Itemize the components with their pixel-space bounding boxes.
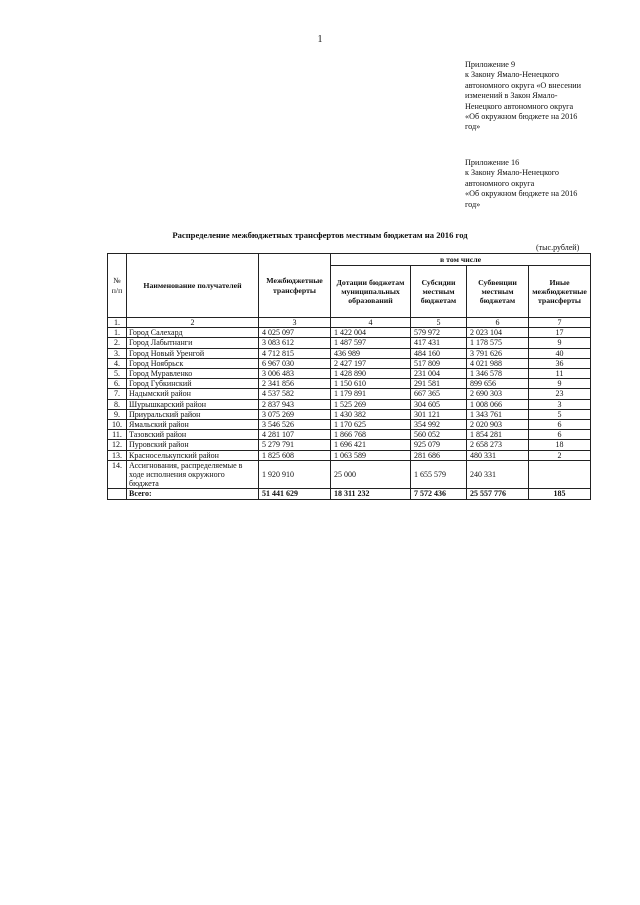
header-name: Наименование получателей <box>127 254 259 318</box>
table-cell: 1 150 610 <box>331 379 411 389</box>
page-number: 1 <box>317 34 323 45</box>
table-cell <box>529 460 591 489</box>
table-row <box>108 338 591 348</box>
table-cell: 1 696 421 <box>331 440 411 450</box>
table-cell: 12. <box>108 440 127 450</box>
table-cell: 301 121 <box>411 409 467 419</box>
table-cell: Тазовский район <box>127 430 259 440</box>
header-subvencii: Субвенции местным бюджетам <box>467 266 529 318</box>
table-cell: 231 004 <box>411 369 467 379</box>
table-cell: 17 <box>529 328 591 338</box>
table-cell: 6. <box>108 379 127 389</box>
table-cell: 925 079 <box>411 440 467 450</box>
table-cell: 1 655 579 <box>411 460 467 489</box>
table-cell: 185 <box>529 489 591 499</box>
table-row <box>108 328 591 338</box>
table-cell: 436 989 <box>331 348 411 358</box>
index-cell: 3 <box>259 318 331 328</box>
table-cell: 1 178 575 <box>467 338 529 348</box>
table-row-total <box>108 489 591 499</box>
table-row <box>108 358 591 368</box>
table-cell: 2 427 197 <box>331 358 411 368</box>
appendix-16-block <box>465 158 615 210</box>
table-row <box>108 348 591 358</box>
table-cell: 3 083 612 <box>259 338 331 348</box>
table-cell: 3 791 626 <box>467 348 529 358</box>
units-label: (тыс.рублей) <box>536 243 580 252</box>
table-cell: 11. <box>108 430 127 440</box>
table-cell: 8. <box>108 399 127 409</box>
table-cell: 25 000 <box>331 460 411 489</box>
table-cell <box>108 489 127 499</box>
table-cell: 5 279 791 <box>259 440 331 450</box>
table-cell: 2 020 903 <box>467 420 529 430</box>
table-cell: 517 809 <box>411 358 467 368</box>
table-cell: 1 422 004 <box>331 328 411 338</box>
index-cell: 5 <box>411 318 467 328</box>
index-cell: 1. <box>108 318 127 328</box>
table-cell: Город Салехард <box>127 328 259 338</box>
appendix-9-block <box>465 60 615 133</box>
table-cell: 1 525 269 <box>331 399 411 409</box>
table-cell: 417 431 <box>411 338 467 348</box>
appendix-9-line: Приложение 9 <box>465 60 516 69</box>
table-cell: Город Муравленко <box>127 369 259 379</box>
header-dotacii: Дотации бюджетам муниципальных образований <box>331 266 411 318</box>
table-cell: 354 992 <box>411 420 467 430</box>
table-cell: 51 441 629 <box>259 489 331 499</box>
table-cell: 2. <box>108 338 127 348</box>
table-cell: Всего: <box>127 489 259 499</box>
table-cell: 4 281 107 <box>259 430 331 440</box>
appendix-16-line: год» <box>465 199 481 209</box>
table-cell: 1 487 597 <box>331 338 411 348</box>
table-cell: 3. <box>108 348 127 358</box>
table-cell: Город Новый Уренгой <box>127 348 259 358</box>
table-cell: 2 690 303 <box>467 389 529 399</box>
table-cell: 9 <box>529 379 591 389</box>
table-cell: 7. <box>108 389 127 399</box>
table-cell: Приуральский район <box>127 409 259 419</box>
table-cell: 1 920 910 <box>259 460 331 489</box>
table-row <box>108 420 591 430</box>
appendix-9-line: Ненецкого автономного округа <box>465 101 574 111</box>
table-cell: 4 025 097 <box>259 328 331 338</box>
table-cell: 484 160 <box>411 348 467 358</box>
table-cell: 18 311 232 <box>331 489 411 499</box>
table-cell: Надымский район <box>127 389 259 399</box>
table-cell: 560 052 <box>411 430 467 440</box>
table-cell: 9 <box>529 338 591 348</box>
table-row <box>108 409 591 419</box>
table-cell: Город Губкинский <box>127 379 259 389</box>
header-subsidii: Субсидии местным бюджетам <box>411 266 467 318</box>
table-cell: 9. <box>108 409 127 419</box>
transfers-table <box>107 253 591 500</box>
table-cell: Город Лабытнанги <box>127 338 259 348</box>
table-cell: 3 <box>529 399 591 409</box>
header-total: Межбюджетные трансферты <box>259 254 331 318</box>
table-cell: 7 572 436 <box>411 489 467 499</box>
table-cell: 1 179 891 <box>331 389 411 399</box>
table-cell: 2 837 943 <box>259 399 331 409</box>
table-cell: Ямальский район <box>127 420 259 430</box>
table-cell: 240 331 <box>467 460 529 489</box>
table-cell: Город Ноябрьск <box>127 358 259 368</box>
appendix-9-line: «Об окружном бюджете на 2016 <box>465 112 578 122</box>
table-row <box>108 379 591 389</box>
table-cell: 36 <box>529 358 591 368</box>
table-row <box>108 430 591 440</box>
table-cell: 1 428 890 <box>331 369 411 379</box>
table-cell: 4. <box>108 358 127 368</box>
index-cell: 6 <box>467 318 529 328</box>
table-cell: 291 581 <box>411 379 467 389</box>
table-cell: 1 825 608 <box>259 450 331 460</box>
table-cell: 4 712 815 <box>259 348 331 358</box>
appendix-9-line: автономного округа «О внесении <box>465 80 581 90</box>
table-cell: 579 972 <box>411 328 467 338</box>
table-cell: 5. <box>108 369 127 379</box>
table-cell: 4 537 582 <box>259 389 331 399</box>
table-cell: 3 006 483 <box>259 369 331 379</box>
table-cell: 304 605 <box>411 399 467 409</box>
table-cell: 1 170 625 <box>331 420 411 430</box>
table-cell: 13. <box>108 450 127 460</box>
index-cell: 2 <box>127 318 259 328</box>
header-inye: Иные межбюджетные трансферты <box>529 266 591 318</box>
table-cell: 1. <box>108 328 127 338</box>
appendix-9-line: к Закону Ямало-Ненецкого <box>465 70 559 80</box>
table-cell: 1 008 066 <box>467 399 529 409</box>
table-cell: 14. <box>108 460 127 489</box>
appendix-16-line: к Закону Ямало-Ненецкого <box>465 168 559 178</box>
header-including: в том числе <box>331 254 591 266</box>
table-cell: 4 021 988 <box>467 358 529 368</box>
appendix-16-line: автономного округа <box>465 178 535 188</box>
table-row <box>108 369 591 379</box>
table-cell: 2 341 856 <box>259 379 331 389</box>
appendix-16-line: Приложение 16 <box>465 158 520 167</box>
table-cell: 2 <box>529 450 591 460</box>
table-row <box>108 440 591 450</box>
appendix-9-line: год» <box>465 122 481 132</box>
table-cell: Пуровский район <box>127 440 259 450</box>
table-cell: 6 <box>529 430 591 440</box>
table-cell: 2 658 273 <box>467 440 529 450</box>
table-cell: 2 023 104 <box>467 328 529 338</box>
document-title: Распределение межбюджетных трансфертов местным бюджетам на 2016 год <box>172 230 468 240</box>
table-cell: 10. <box>108 420 127 430</box>
table-cell: 1 854 281 <box>467 430 529 440</box>
table-cell: 667 365 <box>411 389 467 399</box>
index-cell: 7 <box>529 318 591 328</box>
header-num: № п/п <box>108 254 127 318</box>
index-cell: 4 <box>331 318 411 328</box>
table-cell: 3 546 526 <box>259 420 331 430</box>
table-cell: 5 <box>529 409 591 419</box>
table-cell: 1 343 761 <box>467 409 529 419</box>
appendix-9-line: изменений в Закон Ямало- <box>465 91 558 101</box>
appendix-16-line: «Об окружном бюджете на 2016 <box>465 189 578 199</box>
table-row-allocations <box>108 460 591 489</box>
table-cell: 6 <box>529 420 591 430</box>
table-cell: Ассигнования, распределяемые в ходе исполнения окружного бюджета <box>127 460 259 489</box>
table-cell: 1 346 578 <box>467 369 529 379</box>
table-cell: 899 656 <box>467 379 529 389</box>
table-cell: 1 430 382 <box>331 409 411 419</box>
table-cell: 281 686 <box>411 450 467 460</box>
table-cell: 25 557 776 <box>467 489 529 499</box>
table-row <box>108 389 591 399</box>
table-cell: 3 075 269 <box>259 409 331 419</box>
table-cell: 1 063 589 <box>331 450 411 460</box>
table-cell: 18 <box>529 440 591 450</box>
table-cell: 1 866 768 <box>331 430 411 440</box>
table-cell: 6 967 030 <box>259 358 331 368</box>
table-cell: 23 <box>529 389 591 399</box>
table-cell: Шурышкарский район <box>127 399 259 409</box>
table-cell: 40 <box>529 348 591 358</box>
table-cell: Красноселькупский район <box>127 450 259 460</box>
table-row <box>108 450 591 460</box>
table-cell: 11 <box>529 369 591 379</box>
table-row <box>108 399 591 409</box>
table-cell: 480 331 <box>467 450 529 460</box>
